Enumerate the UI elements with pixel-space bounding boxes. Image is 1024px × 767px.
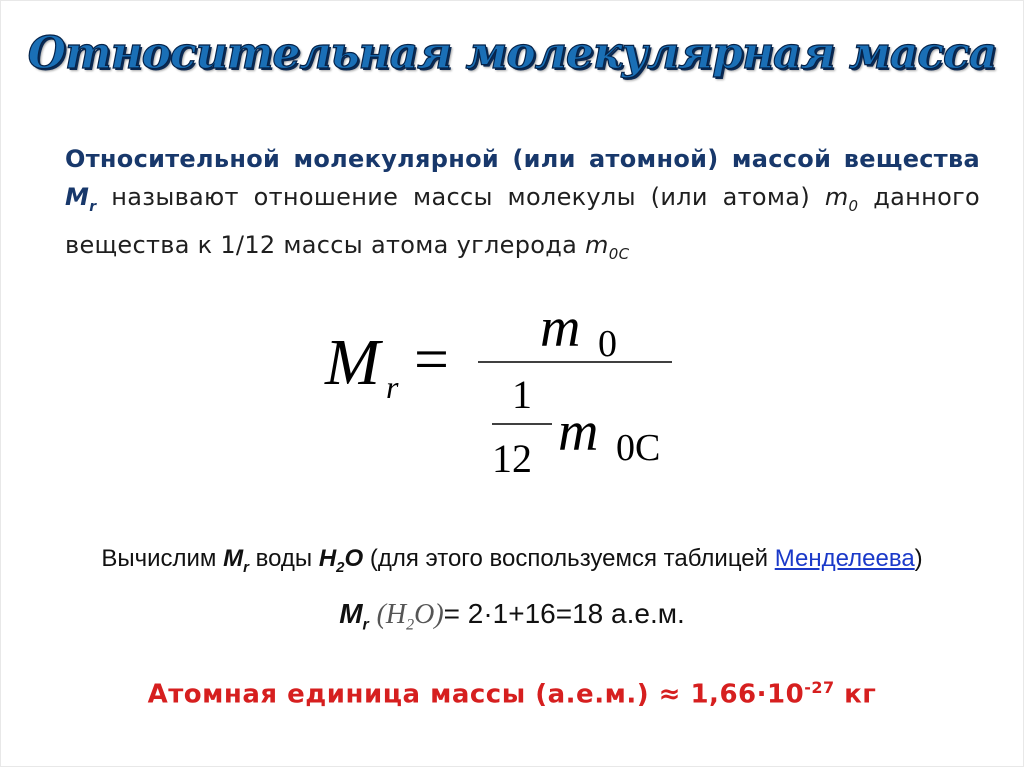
- amu-unit: кг: [834, 679, 877, 710]
- definition-term-2: вещества: [843, 145, 980, 173]
- m0-subscript: 0: [848, 196, 859, 215]
- mr-symbol: [65, 183, 97, 215]
- frac-numerator: 1: [512, 372, 532, 417]
- formula-num-sub: 0: [598, 323, 617, 365]
- m0-letter: m: [824, 183, 849, 211]
- formula-equals: =: [414, 326, 449, 394]
- definition-term: Относительной молекулярной (или атомной) массой: [65, 145, 832, 173]
- compute-paren-open: (для этого воспользуемся таблицей: [363, 545, 775, 572]
- m0c-subscript: 0C: [608, 244, 630, 263]
- compute-mr-letter: M: [223, 545, 244, 572]
- formula-svg: [320, 300, 700, 500]
- compute-line: [0, 545, 1024, 576]
- compute-mr-sub: r: [243, 558, 249, 576]
- calc-sub: 2: [406, 616, 415, 634]
- m0c-symbol: [585, 230, 630, 263]
- mr-letter: M: [65, 183, 90, 211]
- mendeleev-link[interactable]: Менделеева: [774, 545, 915, 572]
- formula-den-m: m: [558, 401, 599, 463]
- compute-mid: воды: [248, 545, 319, 572]
- calc-mr-letter: M: [339, 598, 363, 629]
- calc-mr-sub: r: [362, 616, 369, 634]
- formula-lhs-m: M: [325, 326, 380, 399]
- amu-line: [0, 678, 1024, 710]
- calc-close: O): [414, 599, 444, 630]
- compute-mr: [223, 545, 249, 576]
- amu-text: Атомная единица массы (а.е.м.) ≈ 1,66·10: [147, 679, 805, 710]
- mr-subscript: r: [89, 198, 97, 215]
- formula-den-sub: 0C: [616, 427, 661, 469]
- m0c-letter: m: [585, 230, 609, 259]
- formula-lhs-sub: r: [386, 369, 399, 405]
- formula-num-m: m: [540, 300, 581, 359]
- calc-line: [0, 598, 1024, 635]
- compute-h2o-sub: 2: [336, 558, 345, 576]
- compute-h: H: [318, 545, 337, 572]
- calc-open: (H: [376, 599, 407, 630]
- amu-exponent: -27: [804, 678, 835, 697]
- compute-o: O: [344, 545, 364, 572]
- compute-h2o: [318, 545, 364, 576]
- definition-text-2: данного вещества к 1/12 массы атома углерода: [65, 183, 980, 259]
- formula: [320, 300, 700, 500]
- calc-expression: = 2·1+16=18 а.е.м.: [443, 598, 685, 629]
- definition-text-1: называют отношение массы молекулы (или атома): [96, 183, 825, 211]
- calc-h2o: [376, 599, 444, 634]
- slide-title: Относительная молекулярная масса: [27, 28, 997, 79]
- compute-paren-close: ): [914, 545, 923, 572]
- calc-mr: [339, 598, 369, 634]
- definition-paragraph: [65, 140, 980, 273]
- compute-prefix: Вычислим: [101, 545, 224, 572]
- m0-symbol: [824, 183, 859, 215]
- frac-denominator: 12: [492, 436, 532, 481]
